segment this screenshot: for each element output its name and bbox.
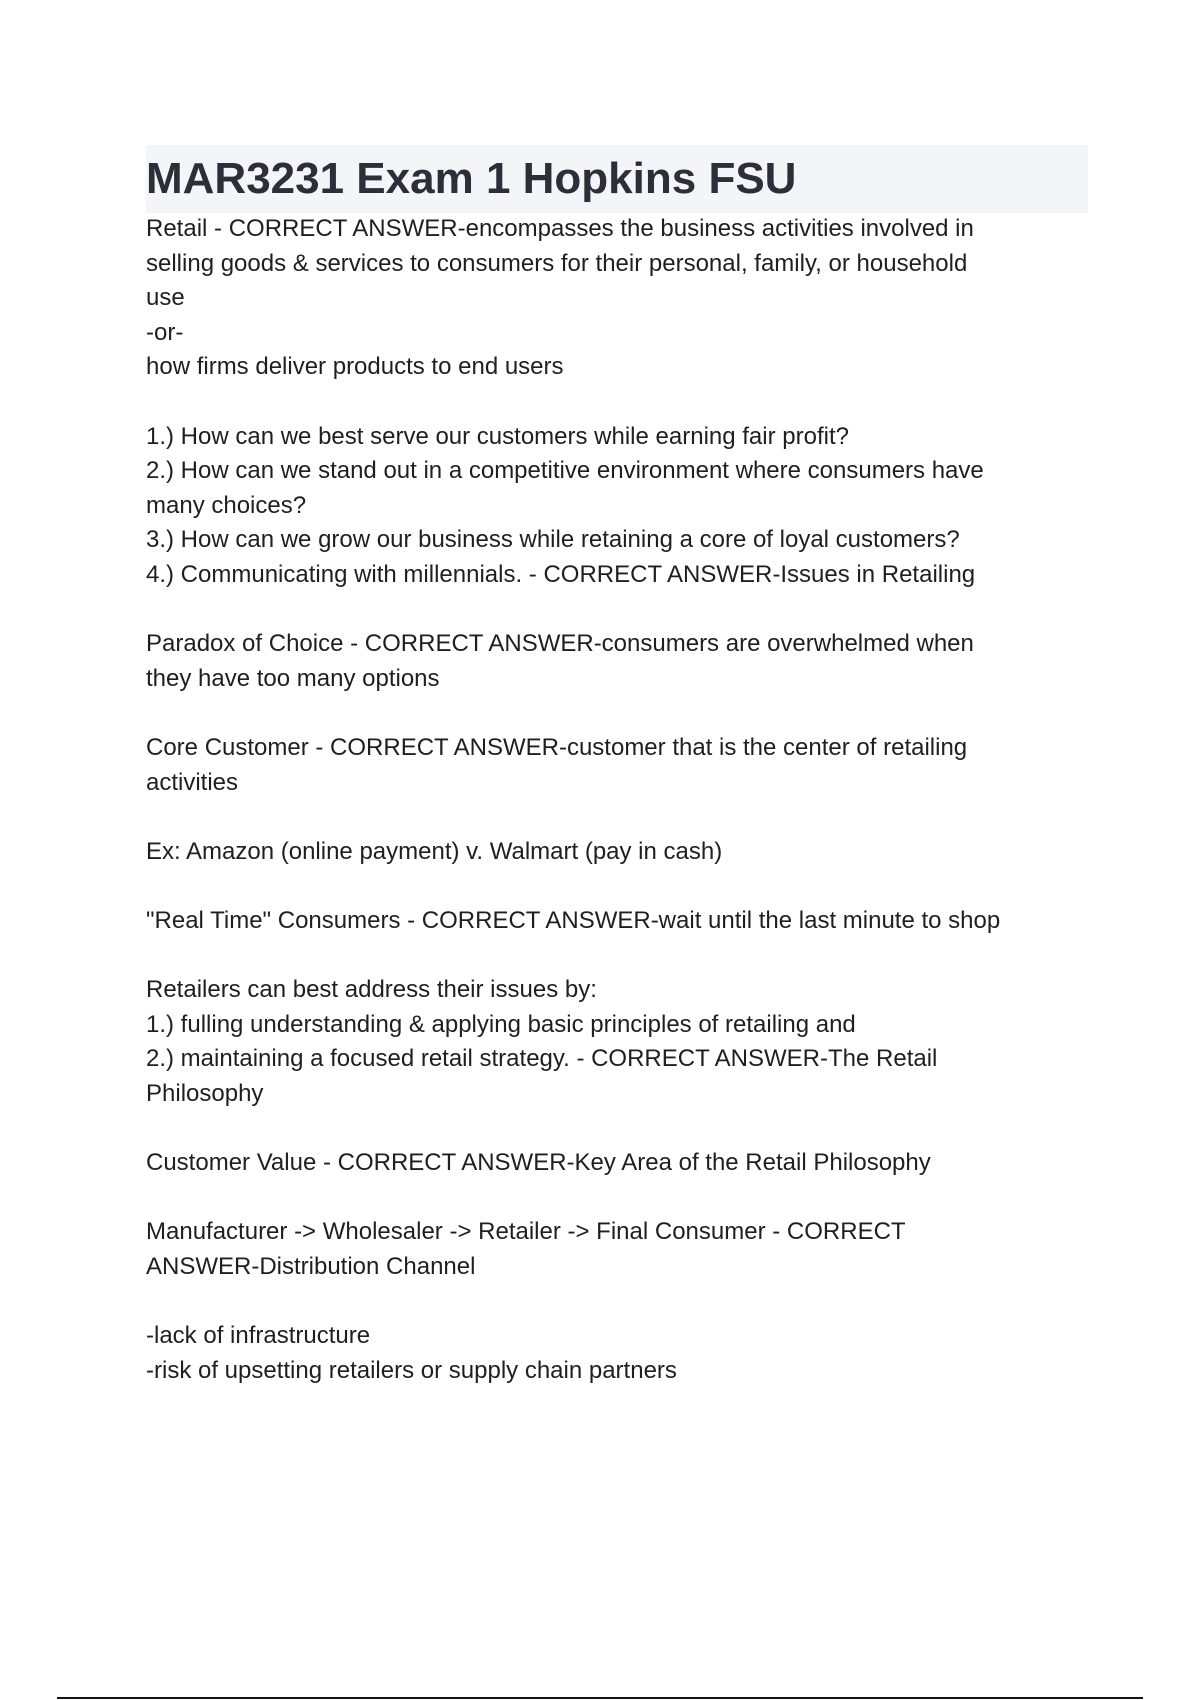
flashcard-example [146, 835, 1096, 870]
text-line: -lack of infrastructure [146, 1322, 371, 1349]
text-line: many choices? [146, 491, 307, 519]
text-line: Paradox of Choice - CORRECT ANSWER-consumers are overwhelmed when [146, 630, 974, 658]
text-line: Core Customer - CORRECT ANSWER-customer that is the center of retailing [146, 733, 968, 761]
text-line: Ex: Amazon (online payment) v. Walmart (pay in cash) [146, 837, 723, 865]
text-line: 1.) fulling understanding & applying basic principles of retailing and [146, 1010, 856, 1038]
flashcard-real-time-consumers [146, 904, 1096, 939]
flashcard-challenges [146, 1319, 1096, 1388]
text-line: Retailers can best address their issues by: [146, 976, 597, 1004]
flashcard-list [146, 212, 1096, 1423]
text-line: Retail - CORRECT ANSWER-encompasses the business activities involved in [146, 215, 974, 242]
page-title: MAR3231 Exam 1 Hopkins FSU [146, 154, 797, 203]
text-line: 4.) Communicating with millennials. - CORRECT ANSWER-Issues in Retailing [146, 560, 976, 588]
text-line: 3.) How can we grow our business while retaining a core of loyal customers? [146, 526, 960, 554]
text-line: 1.) How can we best serve our customers while earning fair profit? [146, 422, 849, 450]
flashcard-customer-value [146, 1146, 1096, 1181]
text-line: 2.) How can we stand out in a competitive environment where consumers have [146, 457, 984, 485]
text-line: they have too many options [146, 664, 440, 692]
text-line: "Real Time" Consumers - CORRECT ANSWER-wait until the last minute to shop [146, 906, 1001, 934]
text-line: ANSWER-Distribution Channel [146, 1252, 476, 1280]
text-line: selling goods & services to consumers for their personal, family, or household [146, 249, 968, 277]
text-line: use [146, 284, 185, 312]
text-line: activities [146, 768, 239, 796]
text-line: Customer Value - CORRECT ANSWER-Key Area of the Retail Philosophy [146, 1149, 931, 1177]
text-line: how firms deliver products to end users [146, 353, 564, 381]
flashcard-distribution-channel [146, 1215, 1096, 1284]
text-line: Philosophy [146, 1079, 264, 1107]
text-line: 2.) maintaining a focused retail strategy. - CORRECT ANSWER-The Retail [146, 1045, 938, 1073]
flashcard-retail [146, 212, 1096, 385]
text-line: -or- [146, 318, 184, 346]
text-line: Manufacturer -> Wholesaler -> Retailer -> Final Consumer - CORRECT [146, 1218, 906, 1246]
flashcard-retail-philosophy [146, 973, 1096, 1111]
page-bottom-divider [57, 1697, 1143, 1699]
flashcard-core-customer [146, 731, 1096, 800]
flashcard-paradox-of-choice [146, 627, 1096, 696]
flashcard-issues-in-retailing [146, 420, 1096, 593]
text-line: -risk of upsetting retailers or supply chain partners [146, 1356, 677, 1384]
